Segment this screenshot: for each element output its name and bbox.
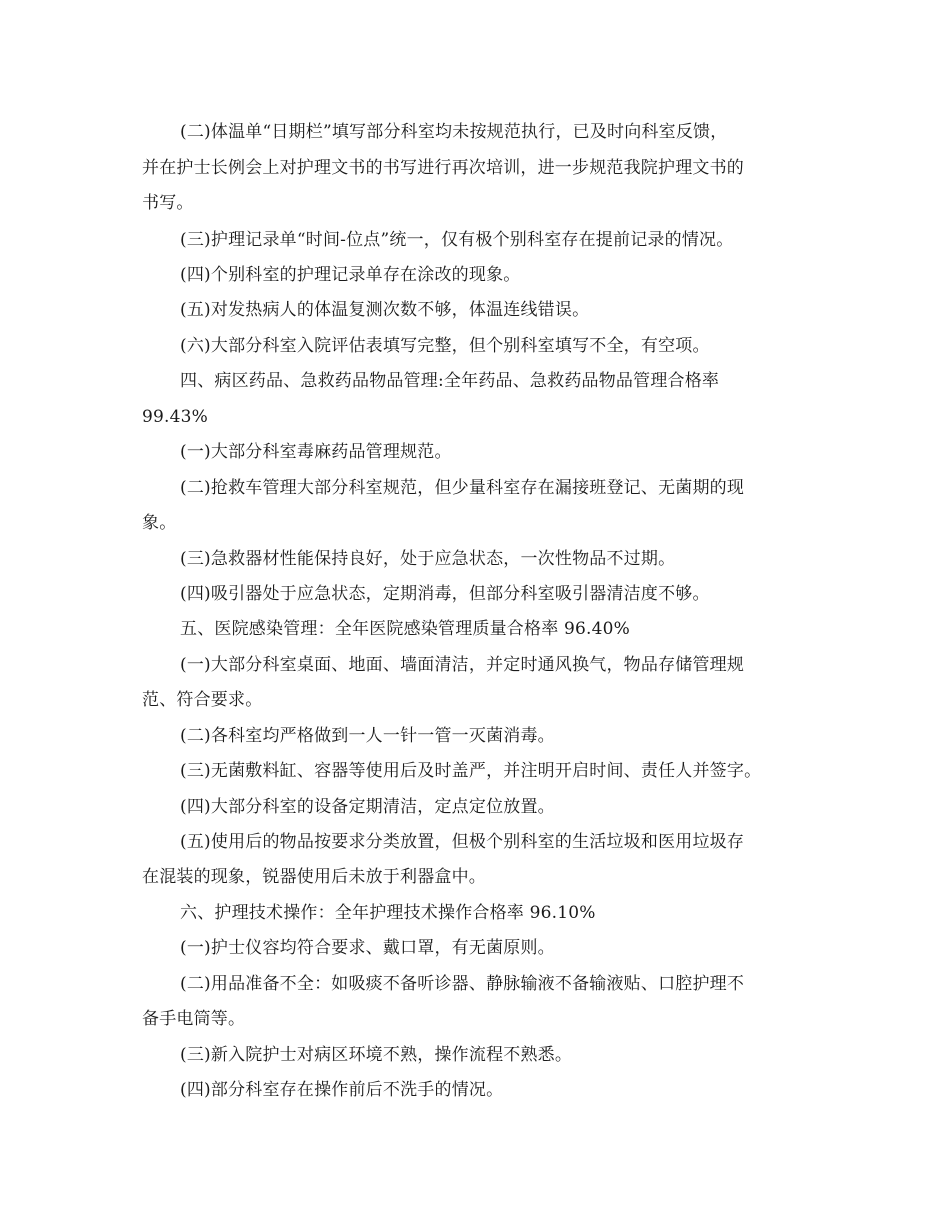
text-line: (四)吸引器处于应急状态，定期消毒，但部分科室吸引器清洁度不够。 — [180, 584, 710, 604]
text-line: (五)使用后的物品按要求分类放置，但极个别科室的生活垃圾和医用垃圾存 — [180, 832, 745, 852]
text-line: (二)各科室均严格做到一人一针一管一灭菌消毒。 — [180, 726, 555, 746]
text-line: (四)部分科室存在操作前后不洗手的情况。 — [180, 1080, 504, 1100]
text-line: (一)护士仪容均符合要求、戴口罩，有无菌原则。 — [180, 938, 555, 958]
text-line: (一)大部分科室毒麻药品管理规范。 — [180, 442, 452, 462]
text-line: 并在护士长例会上对护理文书的书写进行再次培训，进一步规范我院护理文书的 — [142, 158, 744, 178]
text-line: 书写。 — [142, 193, 194, 213]
text-line: (二)抢救车管理大部分科室规范，但少量科室存在漏接班登记、无菌期的现 — [180, 478, 745, 498]
section-heading: 五、医院感染管理：全年医院感染管理质量合格率 96.40% — [180, 619, 631, 639]
text-line: 备手电筒等。 — [142, 1009, 246, 1029]
text-line: (四)个别科室的护理记录单存在涂改的现象。 — [180, 265, 521, 285]
text-line: 99.43% — [142, 407, 209, 427]
text-line: 在混装的现象，锐器使用后未放于利器盒中。 — [142, 867, 486, 887]
text-line: (一)大部分科室桌面、地面、墙面清洁，并定时通风换气，物品存储管理规 — [180, 655, 745, 675]
text-line: (二)体温单“日期栏”填写部分科室均未按规范执行，已及时向科室反馈， — [180, 122, 728, 142]
text-line: (五)对发热病人的体温复测次数不够，体温连线错误。 — [180, 300, 590, 320]
section-heading: 四、病区药品、急救药品物品管理:全年药品、急救药品物品管理合格率 — [180, 371, 720, 391]
text-line: (二)用品准备不全：如吸痰不备听诊器、静脉输液不备输液贴、口腔护理不 — [180, 974, 745, 994]
section-heading: 六、护理技术操作：全年护理技术操作合格率 96.10% — [180, 903, 596, 923]
text-line: 范、符合要求。 — [142, 690, 263, 710]
text-line: (三)无菌敷料缸、容器等使用后及时盖严，并注明开启时间、责任人并签字。 — [180, 761, 762, 781]
text-line: (三)急救器材性能保持良好，处于应急状态，一次性物品不过期。 — [180, 549, 676, 569]
text-line: (三)护理记录单“时间-位点”统一，仅有极个别科室存在提前记录的情况。 — [180, 230, 734, 250]
text-line: (三)新入院护士对病区环境不熟，操作流程不熟悉。 — [180, 1045, 573, 1065]
text-line: (四)大部分科室的设备定期清洁，定点定位放置。 — [180, 797, 555, 817]
text-line: 象。 — [142, 513, 177, 533]
text-line: (六)大部分科室入院评估表填写完整，但个别科室填写不全，有空项。 — [180, 336, 710, 356]
